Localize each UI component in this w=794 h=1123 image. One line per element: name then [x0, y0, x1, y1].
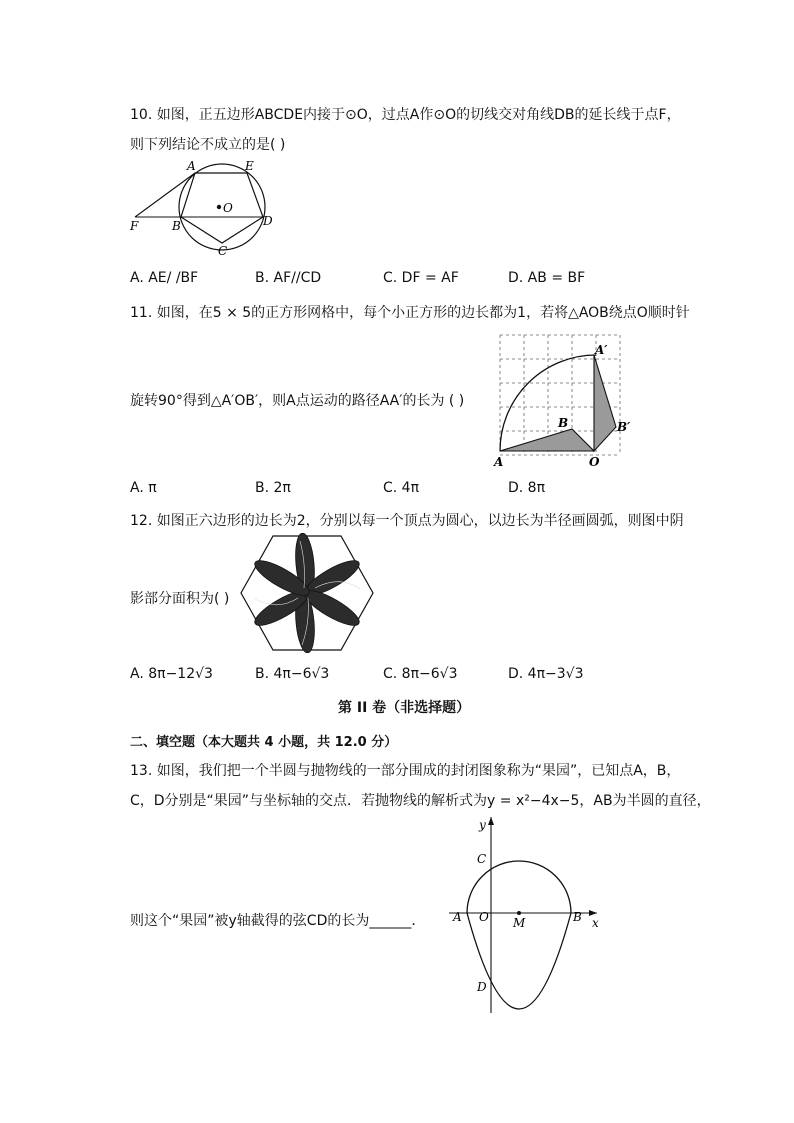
q13-text-line1: 13. 如图，我们把一个半圆与抛物线的一部分围成的封闭图象称为“果园”，已知点A，B，	[130, 763, 681, 779]
q13-semicircle	[467, 861, 571, 913]
q10-label-B: B	[172, 219, 181, 233]
q11-label-A: A	[494, 455, 504, 469]
q10-label-F: F	[130, 219, 139, 233]
q12-text-line1: 12. 如图正六边形的边长为2，分别以每一个顶点为圆心，以边长为半径画圆弧，则图中阴	[130, 513, 684, 529]
q11-option-c: C. 4π	[383, 480, 420, 496]
q12-option-b: B. 4π−6√3	[255, 666, 330, 682]
q10-option-b: B. AF//CD	[255, 270, 322, 286]
q10-label-C: C	[218, 244, 228, 258]
q11-triangle-A2OB2	[594, 355, 616, 451]
q11-text-line2: 旋转90°得到△A′OB′，则A点运动的路径AA′的长为 ( )	[130, 393, 465, 409]
q10-option-d: D. AB = BF	[508, 270, 586, 286]
q13-label-A: A	[453, 910, 462, 924]
q11-label-B: B	[558, 416, 569, 430]
q11-option-a: A. π	[130, 480, 157, 496]
q10-label-D: D	[263, 214, 273, 228]
q11-label-O: O	[589, 455, 600, 469]
q10-label-O: O	[223, 201, 233, 215]
q13-orchard-figure	[447, 815, 607, 1015]
section-2-title: 第 II 卷（非选择题）	[338, 700, 471, 716]
q13-label-O: O	[479, 910, 489, 924]
q12-text-line2: 影部分面积为( )	[130, 591, 230, 607]
q11-triangle-AOB	[500, 429, 594, 451]
q13-label-M: M	[513, 916, 526, 930]
q10-text-line2: 则下列结论不成立的是( )	[130, 137, 286, 153]
q11-grid-figure	[490, 330, 640, 470]
q10-pentagon-figure	[125, 155, 285, 260]
q10-option-a: A. AE/ /BF	[130, 270, 199, 286]
q10-center-point	[217, 205, 221, 209]
q13-text-line3: 则这个“果园”被y轴截得的弦CD的长为______．	[130, 913, 426, 929]
q10-option-c: C. DF = AF	[383, 270, 459, 286]
q11-label-B2: B′	[617, 420, 631, 434]
q13-label-B: B	[573, 910, 582, 924]
q12-hexagon-figure	[240, 533, 375, 653]
q13-label-x: x	[592, 916, 599, 930]
q13-text-line2: C，D分别是“果园”与坐标轴的交点．若抛物线的解析式为y = x²−4x−5，AB为半圆的直径，	[130, 793, 711, 809]
q10-label-E: E	[245, 159, 254, 173]
q10-circle	[179, 164, 265, 250]
q10-tangent-AF	[135, 173, 195, 217]
q10-pentagon	[181, 173, 263, 243]
q12-petals	[251, 533, 364, 653]
q12-option-c: C. 8π−6√3	[383, 666, 458, 682]
q12-option-a: A. 8π−12√3	[130, 666, 213, 682]
q11-option-b: B. 2π	[255, 480, 291, 496]
q13-label-y: y	[479, 818, 486, 832]
q11-text-line1: 11. 如图，在5 × 5的正方形网格中，每个小正方形的边长都为1，若将△AOB绕点O顺时针	[130, 305, 690, 321]
q12-option-d: D. 4π−3√3	[508, 666, 584, 682]
q10-text-line1: 10. 如图，正五边形ABCDE内接于⊙O，过点A作⊙O的切线交对角线DB的延长线于点F，	[130, 107, 681, 123]
q13-center-point	[517, 911, 521, 915]
q10-label-A: A	[187, 159, 196, 173]
q11-label-A2: A′	[595, 343, 608, 357]
part-2-heading: 二、填空题（本大题共 4 小题，共 12.0 分）	[130, 735, 398, 750]
q11-option-d: D. 8π	[508, 480, 546, 496]
q13-label-D: D	[477, 980, 487, 994]
q13-label-C: C	[477, 852, 487, 866]
